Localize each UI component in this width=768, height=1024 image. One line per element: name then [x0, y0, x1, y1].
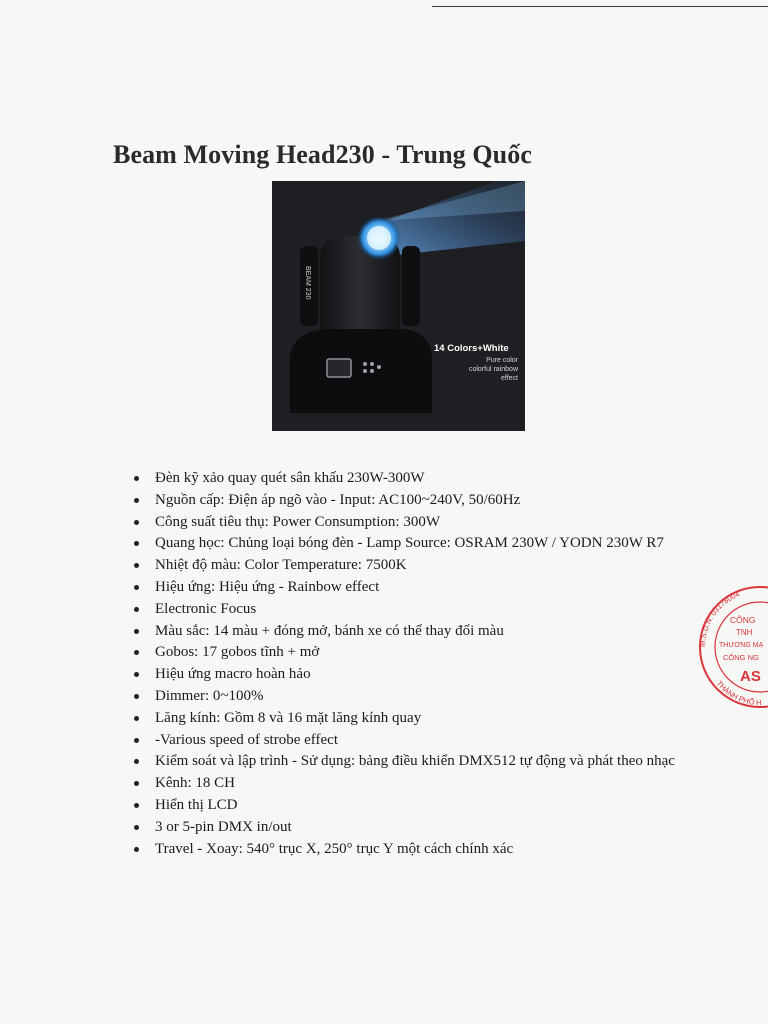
feature-list	[155, 468, 695, 860]
list-item: 3 or 5-pin DMX in/out	[155, 817, 695, 839]
list-item: Hiển thị LCD	[155, 795, 695, 817]
list-item: Kênh: 18 CH	[155, 773, 695, 795]
list-item: Hiệu ứng: Hiệu ứng - Rainbow effect	[155, 577, 695, 599]
top-rule	[432, 6, 768, 7]
list-item: Nhiệt độ màu: Color Temperature: 7500K	[155, 555, 695, 577]
list-item: Gobos: 17 gobos tĩnh + mở	[155, 642, 695, 664]
image-caption-line-2: colorful rainbow	[468, 366, 518, 373]
stamp-bottom-text: THÀNH PHỐ H	[714, 679, 762, 708]
list-item: Dimmer: 0~100%	[155, 686, 695, 708]
image-caption-line-3: effect	[501, 375, 518, 382]
list-item: Công suất tiêu thụ: Power Consumption: 300W	[155, 512, 695, 534]
stamp-line-4: CÔNG NG	[723, 653, 759, 662]
image-caption-line-1: Pure color	[486, 357, 518, 364]
list-item: Lăng kính: Gồm 8 và 16 mặt lăng kính quay	[155, 708, 695, 730]
stamp-line-3: THƯƠNG MẠ	[719, 642, 764, 649]
stamp-line-2: TNH	[736, 628, 753, 637]
stamp-ring-text: M.S.D.N: 03178004	[697, 589, 741, 648]
stamp-line-5: AS	[740, 668, 761, 685]
list-item: Electronic Focus	[155, 599, 695, 621]
fixture-label: BEAM 230	[304, 266, 311, 300]
company-stamp	[693, 585, 768, 710]
list-item: Màu sắc: 14 màu + đóng mở, bánh xe có thể thay đổi màu	[155, 621, 695, 643]
list-item: Đèn kỹ xảo quay quét sân khấu 230W-300W	[155, 468, 695, 490]
list-item: Kiểm soát và lập trình - Sử dụng: bảng điều khiển DMX512 tự động và phát theo nhạc	[155, 751, 695, 773]
stamp-line-1: CÔNG	[730, 615, 756, 625]
product-image	[272, 181, 525, 431]
list-item: Quang học: Chủng loại bóng đèn - Lamp Source: OSRAM 230W / YODN 230W R7	[155, 533, 695, 555]
list-item: Hiệu ứng macro hoàn hảo	[155, 664, 695, 686]
list-item: Nguồn cấp: Điện áp ngõ vào - Input: AC100~240V, 50/60Hz	[155, 490, 695, 512]
page-title: Beam Moving Head230 - Trung Quốc	[113, 140, 532, 169]
image-headline: 14 Colors+White	[434, 343, 509, 354]
list-item: Travel - Xoay: 540° trục X, 250° trục Y một cách chính xác	[155, 839, 695, 861]
list-item: -Various speed of strobe effect	[155, 730, 695, 752]
